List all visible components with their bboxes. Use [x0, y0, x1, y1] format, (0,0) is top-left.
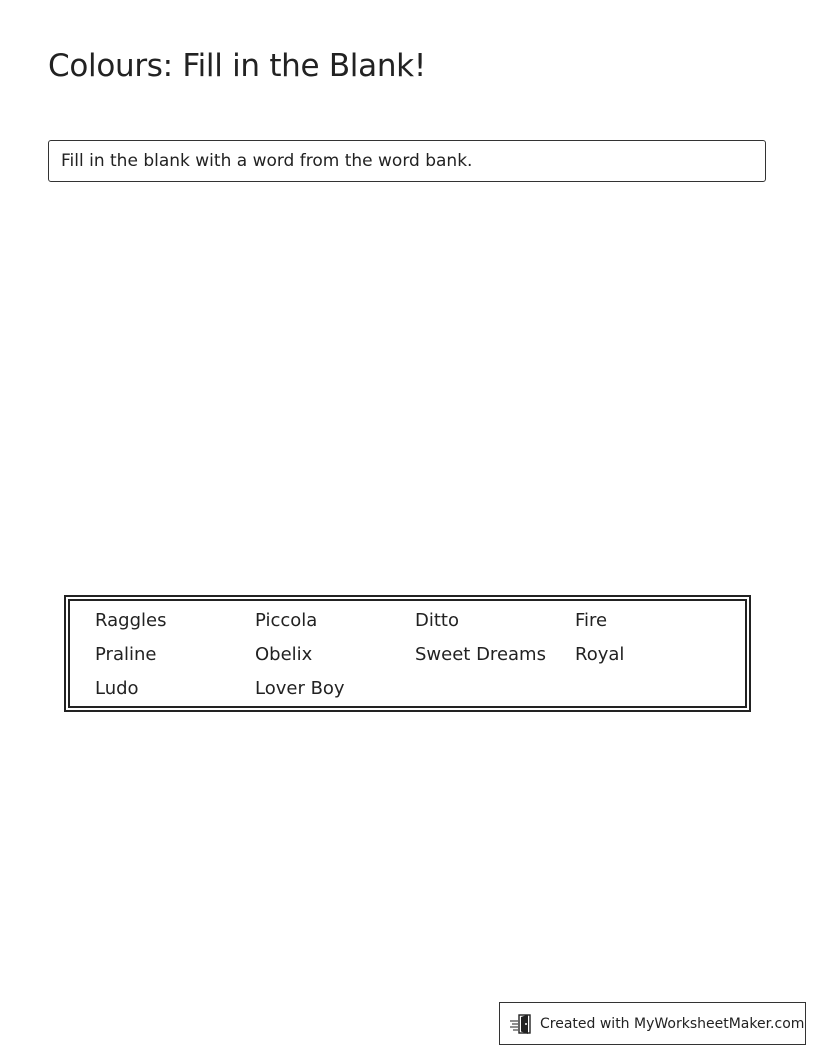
word-bank-word: Lover Boy [255, 678, 345, 699]
word-bank [64, 595, 751, 712]
footer-text[interactable]: Created with MyWorksheetMaker.com [540, 1015, 805, 1032]
word-bank-word: Praline [95, 644, 157, 665]
word-bank-word: Ditto [415, 610, 459, 631]
word-bank-word: Ludo [95, 678, 139, 699]
word-bank-grid [95, 611, 735, 713]
word-bank-word: Royal [575, 644, 625, 665]
footer-credit[interactable] [499, 1002, 806, 1045]
word-bank-word: Obelix [255, 644, 313, 665]
instructions-box [48, 140, 766, 182]
word-bank-word: Raggles [95, 610, 167, 631]
word-bank-inner-border [68, 599, 747, 708]
word-bank-word: Fire [575, 610, 608, 631]
instructions-text: Fill in the blank with a word from the word bank. [61, 151, 473, 171]
door-logo-icon [510, 1013, 534, 1035]
word-bank-word: Piccola [255, 610, 318, 631]
worksheet-title: Colours: Fill in the Blank! [48, 48, 426, 84]
word-bank-word: Sweet Dreams [415, 644, 546, 665]
